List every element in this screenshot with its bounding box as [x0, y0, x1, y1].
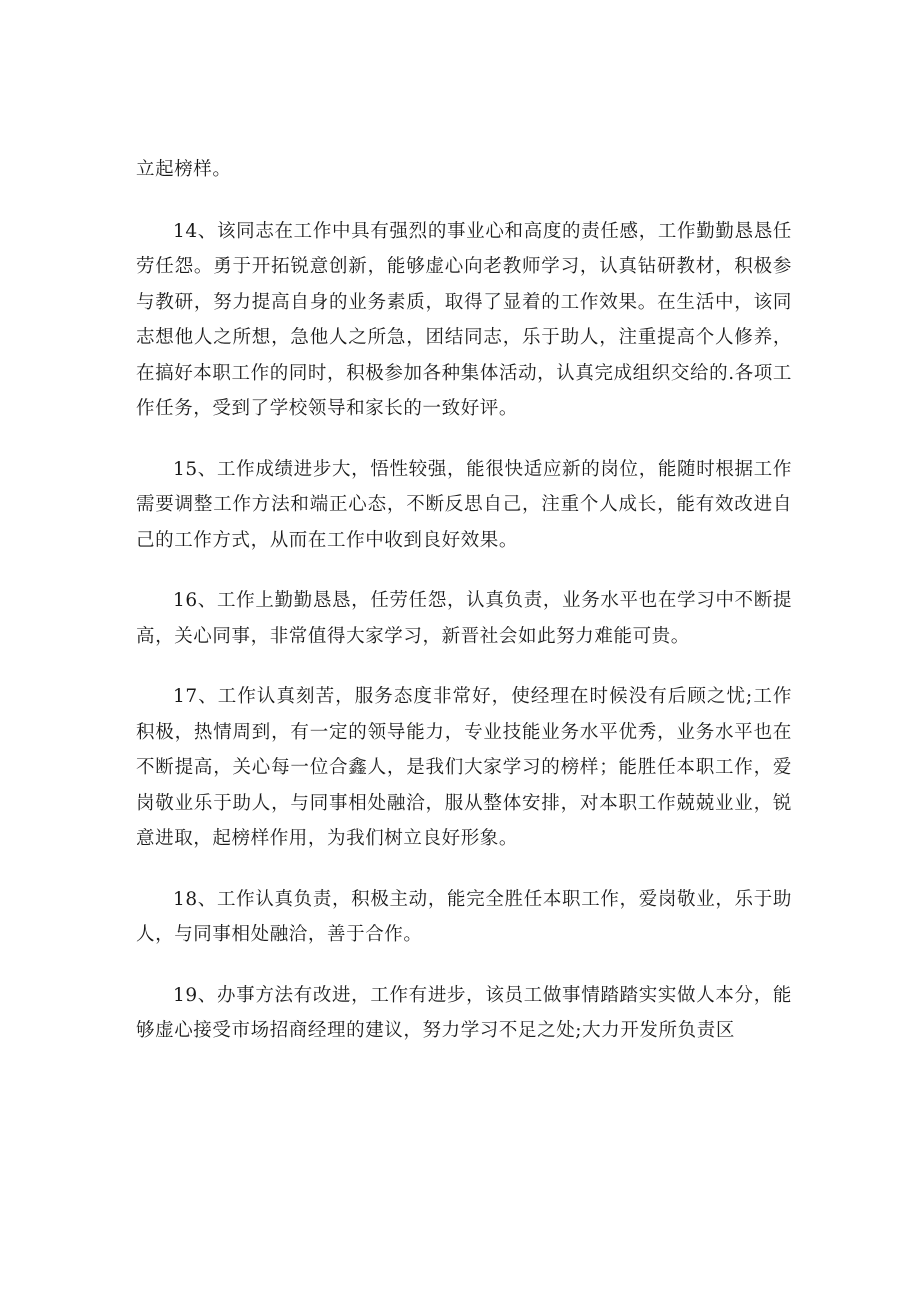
document-body: [136, 152, 792, 1074]
paragraph-15: 15、工作成绩进步大，悟性较强，能很快适应新的岗位，能随时根据工作需要调整工作方法和端正心态，不断反思自己，注重个人成长，能有效改进自己的工作方式，从而在工作中收到良好效果。: [136, 458, 792, 551]
paragraph-continuation: 立起榜样。: [136, 159, 232, 180]
paragraph-17: 17、工作认真刻苦，服务态度非常好，使经理在时候没有后顾之忧;工作积极，热情周到，有一定的领导能力，专业技能业务水平优秀，业务水平也在不断提高，关心每一位合鑫人，是我们大家学习的榜样；能胜任本职工作，爱岗敬业乐于助人，与同事相处融洽，服从整体安排，对本职工作兢兢业业，锐意进取，起榜样作用，为我们树立良好形象。: [136, 686, 792, 849]
paragraph-19: 19、办事方法有改进，工作有进步，该员工做事情踏踏实实做人本分，能够虚心接受市场招商经理的建议，努力学习不足之处;大力开发所负责区: [136, 984, 792, 1041]
paragraph-14: 14、该同志在工作中具有强烈的事业心和高度的责任感，工作勤勤恳恳任劳任怨。勇于开拓锐意创新，能够虚心向老教师学习，认真钻研教材，积极参与教研，努力提高自身的业务素质，取得了显着的工作效果。在生活中，该同志想他人之所想，急他人之所急，团结同志，乐于助人，注重提高个人修养，在搞好本职工作的同时，积极参加各种集体活动，认真完成组织交给的.各项工作任务，受到了学校领导和家长的一致好评。: [136, 220, 792, 419]
paragraph-18: 18、工作认真负责，积极主动，能完全胜任本职工作，爱岗敬业，乐于助人，与同事相处融洽，善于合作。: [136, 888, 792, 945]
paragraph-16: 16、工作上勤勤恳恳，任劳任怨，认真负责，业务水平也在学习中不断提高，关心同事，非常值得大家学习，新晋社会如此努力难能可贵。: [136, 590, 792, 647]
